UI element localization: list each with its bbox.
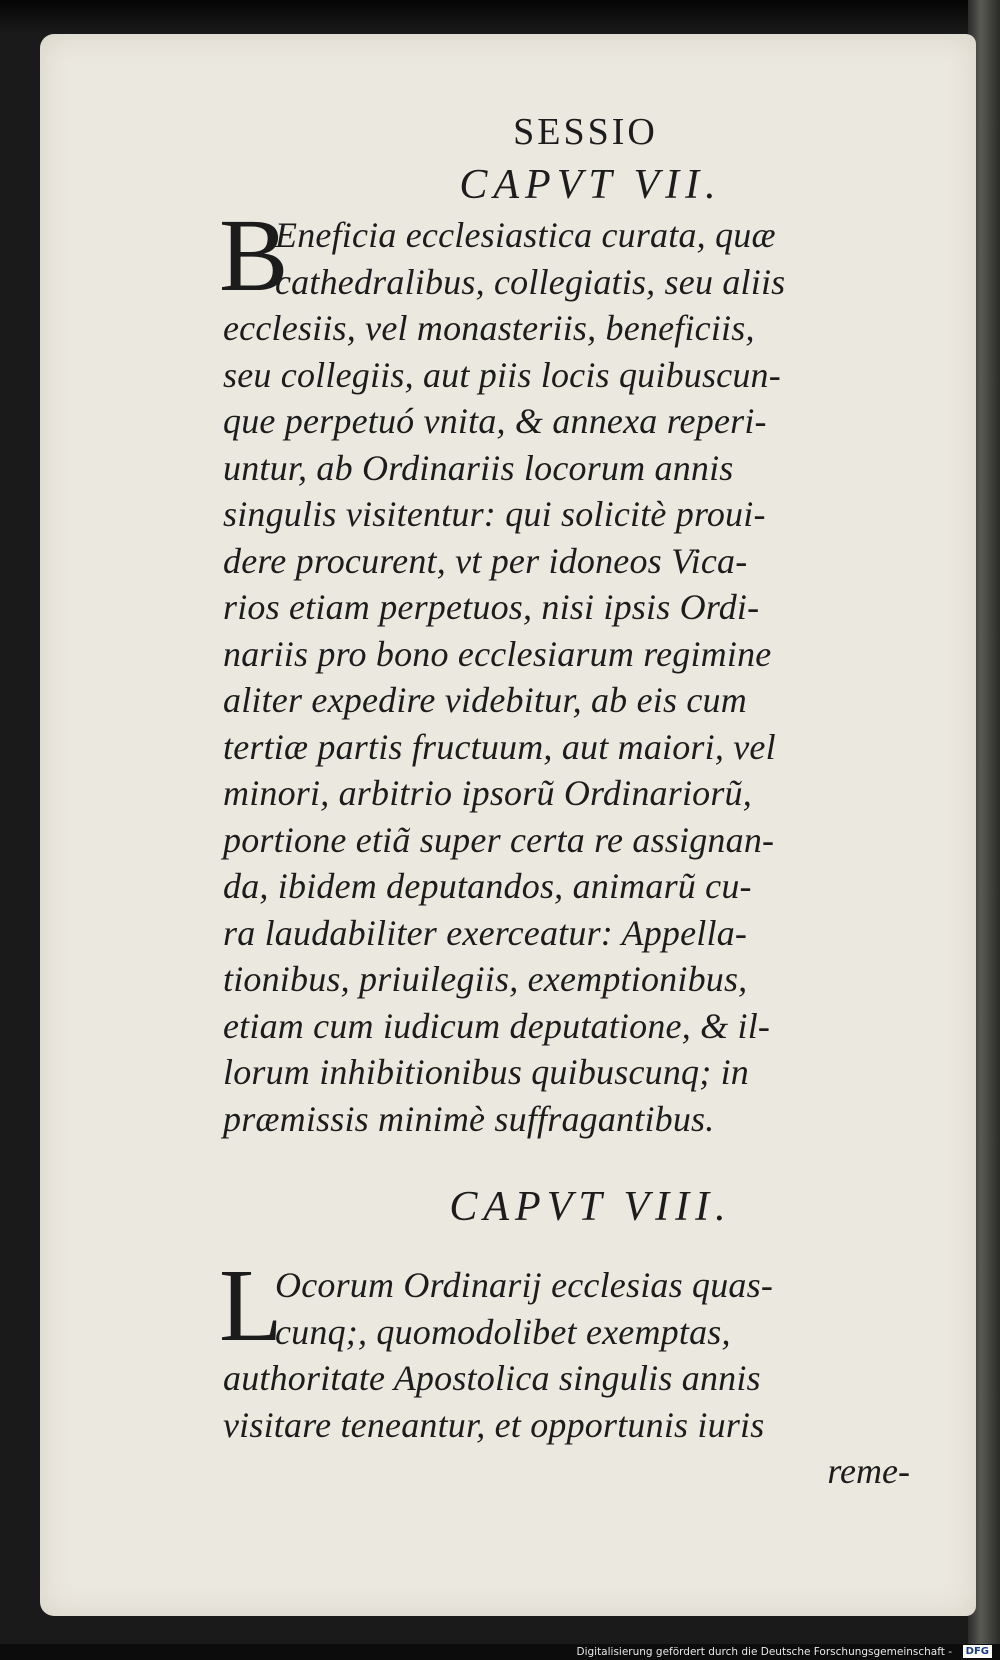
text-line <box>223 352 928 399</box>
text-line-content: tionibus, priuilegiis, exemptionibus, <box>223 959 748 999</box>
chapter-8-body <box>219 1248 928 1448</box>
text-line <box>223 1402 928 1449</box>
chapter-7-heading: CAPVT VII. <box>459 162 722 208</box>
text-line-content: untur, ab Ordinariis locorum annis <box>223 447 734 488</box>
text-line-content: cunq;, quomodolibet exemptas, <box>275 1311 731 1352</box>
text-line <box>223 631 928 678</box>
scan-background-top <box>0 0 1000 36</box>
text-line <box>223 445 928 492</box>
text-line <box>223 1309 928 1356</box>
text-line-content: dere procurent, vt per idoneos Vica- <box>223 540 748 581</box>
drop-cap-initial: L <box>219 1248 283 1363</box>
text-line-content: portione etiã super certa re assignan- <box>223 819 775 860</box>
text-line <box>223 863 928 910</box>
digitization-credit: Digitalisierung gefördert durch die Deutsche Forschungsgemeinschaft - <box>576 1646 952 1658</box>
text-line <box>223 1096 928 1143</box>
text-line-content: rios etiam perpetuos, nisi ipsis Ordi- <box>223 587 760 627</box>
text-line-content: cathedralibus, collegiatis, seu aliis <box>275 261 786 302</box>
text-line-content: seu collegiis, aut piis locis quibuscun- <box>223 354 781 395</box>
text-line-content: ra laudabiliter exerceatur: Appella- <box>223 912 748 953</box>
text-line <box>223 1003 928 1050</box>
dfg-logo: DFG <box>963 1645 992 1658</box>
text-line-content: etiam cum iudicum deputatione, & il- <box>223 1005 771 1046</box>
page-text-block <box>219 108 928 1494</box>
text-line-content: Ocorum Ordinarij ecclesias quas- <box>275 1265 774 1305</box>
text-line-content: minori, arbitrio ipsorũ Ordinariorũ, <box>223 773 752 813</box>
text-line-content: visitare teneantur, et opportunis iuris <box>223 1404 765 1445</box>
text-line-content: tertiæ partis fructuum, aut maiori, vel <box>223 726 776 767</box>
drop-cap-initial: B <box>219 198 289 313</box>
text-line <box>223 305 928 352</box>
text-line <box>223 398 928 445</box>
chapter-7-body <box>219 198 928 1142</box>
text-line <box>223 584 928 631</box>
text-line-content: ecclesiis, vel monasteriis, beneficiis, <box>223 308 755 348</box>
text-line-content: lorum inhibitionibus quibuscunq; in <box>223 1052 750 1092</box>
text-line <box>223 259 928 306</box>
catchword: reme- <box>827 1451 910 1491</box>
running-head: SESSIO <box>513 111 658 153</box>
text-line <box>223 677 928 724</box>
text-line-content: nariis pro bono ecclesiarum regimine <box>223 633 772 674</box>
text-line <box>223 538 928 585</box>
chapter-8-heading: CAPVT VIII. <box>449 1184 732 1230</box>
text-line <box>223 491 928 538</box>
text-line-content: aliter expedire videbitur, ab eis cum <box>223 680 747 720</box>
text-line <box>223 910 928 957</box>
text-line <box>223 724 928 771</box>
text-line <box>223 1355 928 1402</box>
text-line-content: que perpetuó vnita, & annexa reperi- <box>223 401 767 441</box>
text-line-content: authoritate Apostolica singulis annis <box>223 1358 761 1398</box>
text-line-content: præmissis minimè suffragantibus. <box>223 1098 715 1139</box>
text-line <box>223 817 928 864</box>
text-line-content: Eneficia ecclesiastica curata, quæ <box>275 215 776 255</box>
text-line <box>223 1049 928 1096</box>
text-line-content: da, ibidem deputandos, animarũ cu- <box>223 866 752 906</box>
text-line <box>223 770 928 817</box>
text-line <box>223 956 928 1003</box>
text-line-content: singulis visitentur: qui solicitè proui- <box>223 494 766 534</box>
